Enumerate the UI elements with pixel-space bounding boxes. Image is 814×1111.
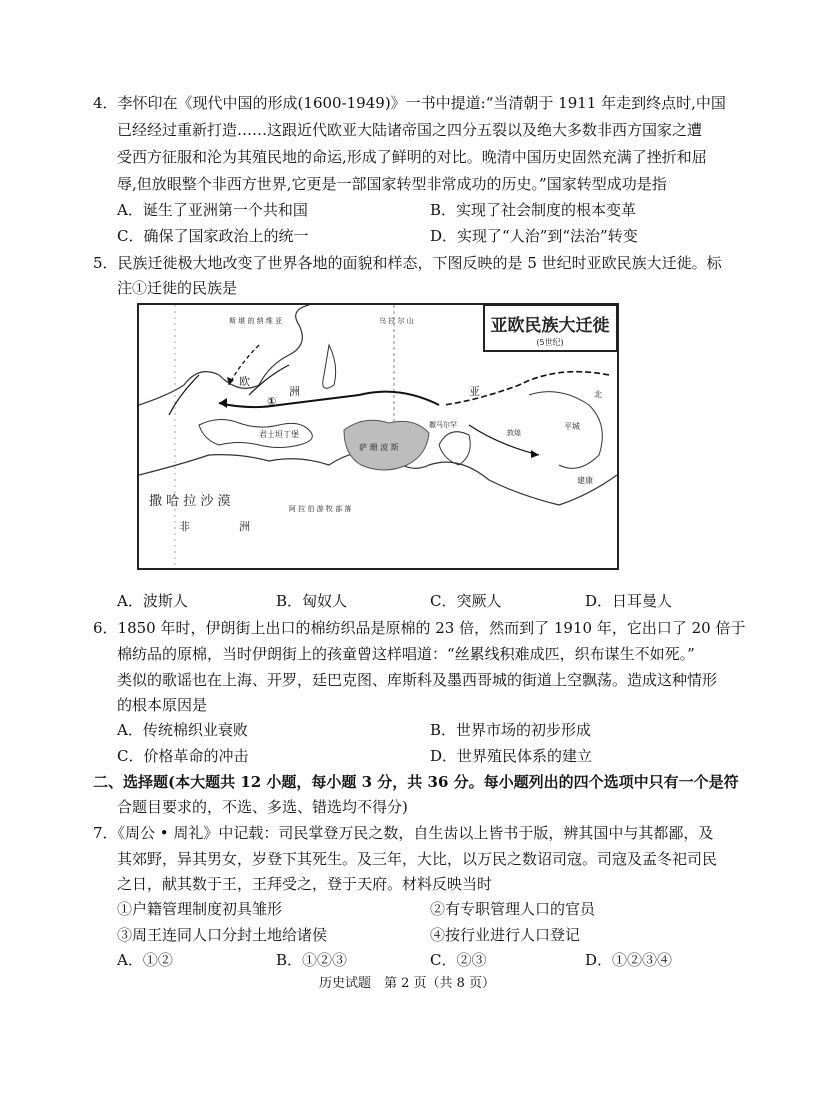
q7-option-c: C．②③: [430, 951, 487, 969]
page-footer: 历史试题 第 2 页（共 8 页）: [318, 976, 496, 991]
map-label-europe-1: 欧: [239, 375, 250, 388]
map-label-samarkand: 撒马尔罕: [429, 421, 457, 429]
map-title: 亚欧民族大迁徙: [490, 316, 610, 336]
section-2-heading: 二、选择题(本大题共 12 小题，每小题 3 分，共 36 分。每小题列出的四个选项中只有一个是符: [93, 773, 739, 791]
q6-line-4: 的根本原因是: [117, 696, 208, 714]
q6-option-d: D．世界殖民体系的建立: [430, 747, 593, 765]
map-label-north: 北: [594, 390, 602, 399]
q7-option-b: B．①②③: [276, 951, 348, 969]
q7-statement-4: ④按行业进行人口登记: [430, 926, 581, 944]
q5-line-2: 注①迁徙的民族是: [117, 279, 238, 297]
map-subtitle: (5世纪): [536, 338, 564, 347]
map-label-ural: 乌 拉 尔 山: [379, 317, 414, 325]
q7-line-2: 其郊野，异其男女，岁登下其死生。及三年，大比，以万民之数诏司寇。司寇及孟冬祀司民: [117, 850, 718, 868]
map-label-constantinople: 君士坦丁堡: [259, 430, 299, 439]
map-label-persia: 萨 珊 波 斯: [359, 443, 399, 452]
migration-map: [137, 303, 619, 570]
q7-statement-3: ③周王连同人口分封土地给诸侯: [117, 926, 328, 944]
q7-statement-2: ②有专职管理人口的官员: [430, 900, 596, 918]
q5-option-d: D．日耳曼人: [585, 592, 673, 610]
q4-option-a: A．诞生了亚洲第一个共和国: [117, 201, 308, 219]
q4-option-d: D．实现了“人治”到“法治”转变: [430, 227, 638, 245]
map-label-africa-1: 非: [179, 520, 190, 533]
map-label-arab: 阿 拉 伯 游 牧 部 落: [289, 505, 352, 513]
q7-option-d: D．①②③④: [585, 951, 673, 969]
q5-option-b: B．匈奴人: [276, 592, 348, 610]
map-label-dunhuang: 敦煌: [507, 429, 521, 437]
q6-option-a: A．传统棉织业衰败: [117, 721, 248, 739]
map-label-africa-2: 洲: [239, 520, 250, 533]
map-label-scandinavia: 斯 堪 的 纳 维 亚: [229, 317, 283, 325]
q6-line-3: 类似的歌谣也在上海、开罗，廷巴克图、库斯科及墨西哥城的街道上空飘荡。造成这种情形: [117, 671, 718, 689]
q6-option-c: C．价格革命的冲击: [117, 747, 249, 765]
map-label-pingcheng: 平城: [564, 422, 580, 431]
q4-line-3: 受西方征服和沦为其殖民地的命运,形成了鲜明的对比。晚清中国历史固然充满了挫折和屈: [117, 148, 707, 166]
q6-line-2: 棉纺品的原棉，当时伊朗街上的孩童曾这样唱道：“丝累线积难成匹，织布谋生不如死。”: [117, 645, 695, 663]
q4-option-c: C．确保了国家政治上的统一: [117, 227, 309, 245]
q4-line-4: 辱,但放眼整个非西方世界,它更是一部国家转型非常成功的历史。”国家转型成功是指: [117, 175, 667, 193]
map-label-asia: 亚: [469, 385, 480, 398]
map-label-sahara: 撒 哈 拉 沙 漠: [149, 494, 231, 509]
section-2-heading-cont: 合题目要求的，不选、多选、错选均不得分): [117, 798, 408, 816]
q4-line-2: 已经经过重新打造……这跟近代欧亚大陆诸帝国之四分五裂以及绝大多数非西方国家之遭: [117, 121, 703, 139]
q4-option-b: B．实现了社会制度的根本变革: [430, 201, 637, 219]
q5-option-a: A．波斯人: [117, 592, 188, 610]
q7-statement-1: ①户籍管理制度初具雏形: [117, 900, 283, 918]
map-label-europe-2: 洲: [289, 385, 300, 398]
q6-option-b: B．世界市场的初步形成: [430, 721, 592, 739]
q7-line-3: 之日，献其数于王，王拜受之，登于天府。材料反映当时: [117, 875, 493, 893]
q5-option-c: C．突厥人: [430, 592, 502, 610]
q4-line-1: 4．李怀印在《现代中国的形成(1600-1949)》一书中提道:“当清朝于 1911 年走到终点时,中国: [93, 94, 726, 112]
q5-line-1: 5．民族迁徙极大地改变了世界各地的面貌和样态，下图反映的是 5 世纪时亚欧民族大迁徙。标: [93, 254, 722, 272]
q6-line-1: 6．1850 年时，伊朗街上出口的棉纺织品是原棉的 23 倍，然而到了 1910 年，它出口了 20 倍于: [93, 619, 746, 637]
q7-option-a: A．①②: [117, 951, 173, 969]
map-label-marker-1: ①: [267, 395, 277, 408]
map-label-jiankang: 建康: [577, 476, 593, 485]
q7-line-1: 7．《周公 • 周礼》中记载：司民掌登万民之数，自生齿以上皆书于版，辨其国中与其都鄙，及: [93, 824, 714, 842]
